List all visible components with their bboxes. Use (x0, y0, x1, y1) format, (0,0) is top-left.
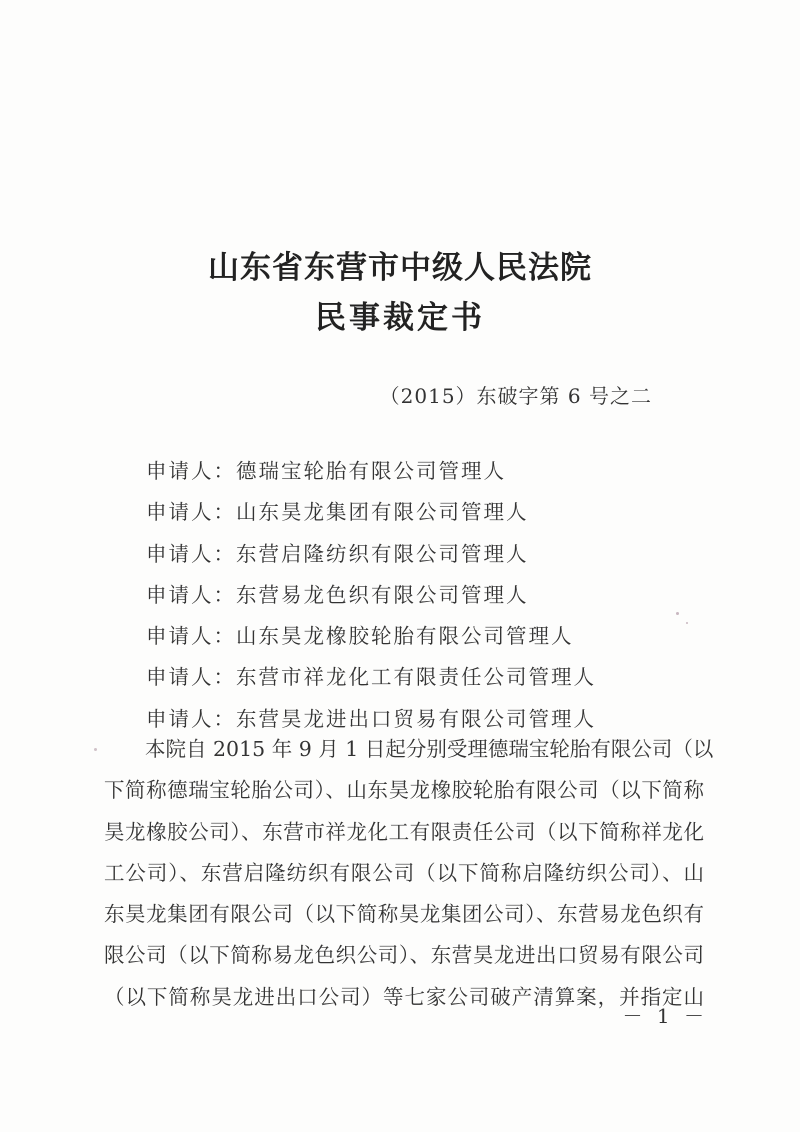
body-line: 下简称德瑞宝轮胎公司）、山东昊龙橡胶轮胎有限公司（以下简称 (104, 778, 704, 803)
applicant-line: 申请人：东营昊龙进出口贸易有限公司管理人 (146, 706, 596, 731)
body-line: 工公司）、东营启隆纺织有限公司（以下简称启隆纺织公司）、山 (104, 860, 704, 885)
body-line: 昊龙橡胶公司）、东营市祥龙化工有限责任公司（以下简称祥龙化 (104, 819, 704, 844)
applicant-line: 申请人：东营市祥龙化工有限责任公司管理人 (146, 665, 596, 690)
scan-speck (676, 612, 679, 615)
body-line: 本院自 2015 年 9 月 1 日起分别受理德瑞宝轮胎有限公司（以 (145, 737, 714, 761)
scan-speck (94, 748, 97, 751)
scan-speck (686, 622, 688, 624)
page-number: － 1 － (622, 1004, 708, 1028)
applicant-list (146, 458, 726, 747)
applicant-line: 申请人：德瑞宝轮胎有限公司管理人 (146, 459, 506, 483)
court-name: 山东省东营市中级人民法院 (208, 250, 592, 286)
applicant-line: 申请人：东营易龙色织有限公司管理人 (146, 582, 529, 607)
case-number: （2015）东破字第 6 号之二 (379, 384, 652, 408)
applicant-line: 申请人：山东昊龙集团有限公司管理人 (146, 500, 529, 525)
ruling-body (104, 729, 714, 1018)
body-line: 限公司（以下简称易龙色织公司）、东营昊龙进出口贸易有限公司 (104, 943, 704, 968)
applicant-line: 申请人：东营启隆纺织有限公司管理人 (146, 541, 529, 566)
applicant-line: 申请人：山东昊龙橡胶轮胎有限公司管理人 (146, 624, 574, 649)
document-type-title: 民事裁定书 (315, 300, 485, 336)
body-line: （以下简称昊龙进出口公司）等七家公司破产清算案，并指定山 (104, 984, 704, 1009)
body-line: 东昊龙集团有限公司（以下简称昊龙集团公司）、东营易龙色织有 (104, 902, 704, 927)
